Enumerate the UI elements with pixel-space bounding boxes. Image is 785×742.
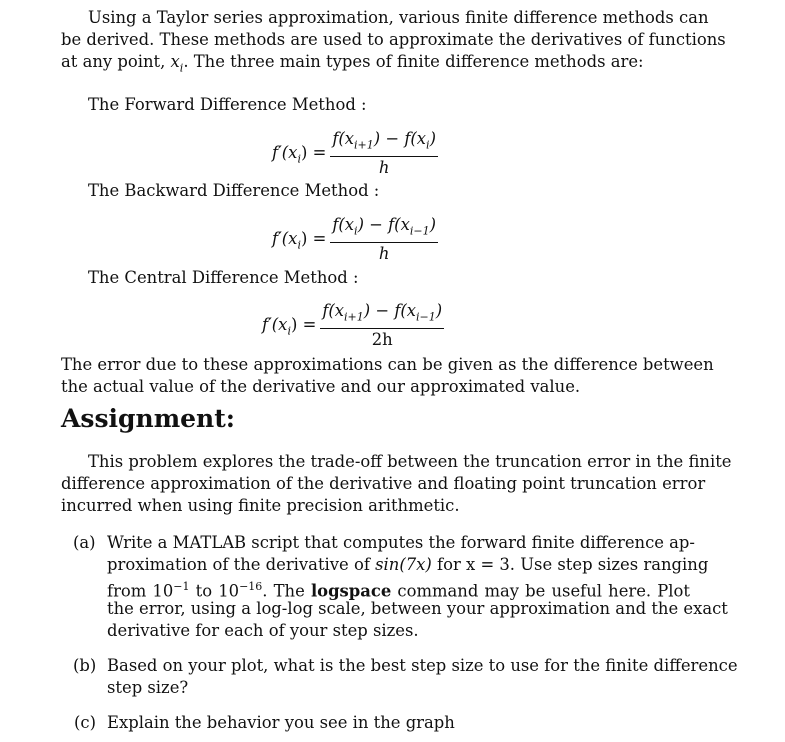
intro-line-2: be derived. These methods are used to approximate the derivatives of functions — [61, 30, 726, 49]
lhs-end: ) = — [290, 314, 317, 334]
item-a-line-4: the error, using a log-log scale, between your approximation and the exact — [107, 599, 728, 618]
error-line-2: the actual value of the derivative and our approximated value. — [61, 377, 581, 396]
a-l3-c: . The — [262, 581, 311, 601]
backward-lhs — [272, 229, 326, 251]
num-sub2: i — [426, 138, 430, 152]
num-a: f(x — [332, 215, 355, 234]
item-c-line-1: Explain the behavior you see in the graph — [107, 713, 455, 732]
item-b-label: (b) — [73, 656, 97, 675]
a-l2-text: proximation of the derivative of — [107, 555, 376, 574]
lhs-f: f′(x — [272, 228, 298, 248]
item-a-line-5: derivative for each of your step sizes. — [107, 621, 419, 640]
item-b-line-1: Based on your plot, what is the best step size to use for the finite difference — [107, 656, 738, 675]
error-line-1: The error due to these approximations can be given as the difference between — [61, 355, 714, 374]
forward-lhs — [272, 143, 326, 165]
num-sub2: i−1 — [416, 310, 436, 324]
assignment-heading: Assignment: — [61, 404, 236, 433]
central-lhs — [262, 315, 316, 337]
num-sub1: i — [354, 224, 358, 238]
lhs-end: ) = — [300, 142, 327, 162]
backward-numerator — [330, 214, 438, 243]
item-a-label: (a) — [73, 533, 96, 552]
assignment-line-2: difference approximation of the derivative and floating point truncation error — [61, 474, 706, 493]
central-denominator: 2h — [371, 330, 393, 350]
item-a-line-1: Write a MATLAB script that computes the forward finite difference ap- — [107, 533, 695, 552]
lhs-sub: i — [297, 151, 301, 165]
num-a: f(x — [322, 301, 345, 320]
intro-line-3 — [61, 51, 644, 79]
assignment-line-1: This problem explores the trade-off between the truncation error in the finite — [88, 452, 732, 471]
num-sub1: i+1 — [344, 310, 364, 324]
var-sub: i — [179, 61, 184, 75]
lhs-sub: i — [287, 323, 291, 337]
lhs-sub: i — [297, 237, 301, 251]
a-l2-func: sin — [375, 555, 400, 574]
num-sub1: i+1 — [354, 138, 374, 152]
num-mid: ) − f(x — [357, 215, 410, 234]
lhs-f: f′(x — [262, 314, 288, 334]
item-b-line-2: step size? — [107, 678, 189, 697]
num-a: f(x — [332, 129, 355, 148]
logspace-keyword: logspace — [310, 581, 392, 601]
central-equation — [262, 300, 444, 351]
a-l3-exp1: −1 — [173, 580, 190, 593]
forward-method-label: The Forward Difference Method : — [88, 95, 367, 114]
a-l3-b: to 10 — [189, 581, 240, 601]
num-end: ) — [435, 301, 443, 320]
central-method-label: The Central Difference Method : — [88, 268, 359, 287]
assignment-line-3: incurred when using finite precision arithmetic. — [61, 496, 460, 515]
a-l3-a: from 10 — [107, 581, 174, 601]
intro-line-1: Using a Taylor series approximation, various finite difference methods can — [88, 8, 709, 27]
forward-equation — [272, 128, 438, 179]
a-l2-end: for x = 3. Use step sizes ranging — [431, 555, 709, 574]
central-fraction — [320, 300, 444, 351]
forward-denominator: h — [378, 158, 390, 178]
var-x: x — [170, 52, 180, 71]
intro-line-3-end: . The three main types of finite difference methods are: — [183, 52, 644, 71]
lhs-end: ) = — [300, 228, 327, 248]
forward-numerator — [330, 128, 438, 157]
forward-fraction — [330, 128, 438, 179]
item-a-line-2 — [107, 554, 709, 576]
central-numerator — [320, 300, 444, 329]
num-mid: ) − f(x — [373, 129, 427, 148]
backward-denominator: h — [378, 244, 390, 264]
num-sub2: i−1 — [409, 224, 430, 238]
backward-method-label: The Backward Difference Method : — [88, 181, 380, 200]
intro-line-3-text: at any point, — [61, 52, 171, 71]
item-c-label: (c) — [74, 713, 96, 732]
lhs-f: f′(x — [272, 142, 298, 162]
backward-fraction — [330, 214, 438, 265]
backward-equation — [272, 214, 438, 265]
num-mid: ) − f(x — [363, 301, 417, 320]
num-end: ) — [429, 129, 436, 148]
num-end: ) — [429, 215, 436, 234]
a-l3-exp2: −16 — [239, 580, 263, 593]
a-l3-d: command may be useful here. Plot — [391, 581, 690, 601]
a-l2-arg: (7x) — [399, 555, 432, 574]
